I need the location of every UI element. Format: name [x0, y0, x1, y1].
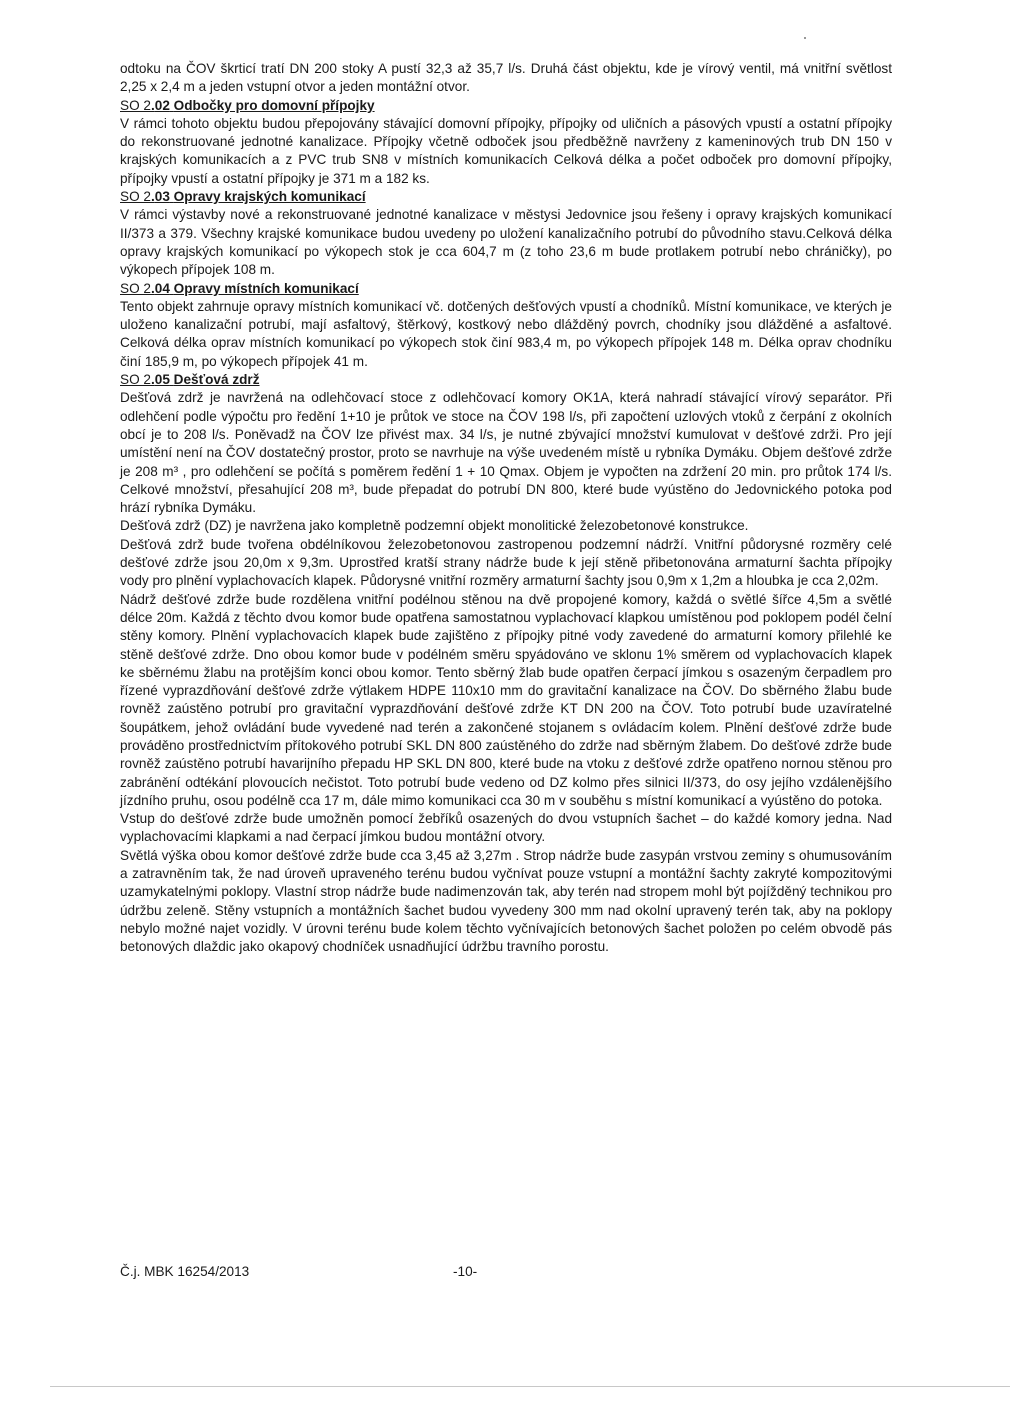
- section-heading: SO 2.03 Opravy krajských komunikací: [120, 189, 366, 205]
- section-code: 05: [154, 372, 170, 388]
- page-number: -10-: [453, 1264, 478, 1279]
- section-paragraph: Dešťová zdrž bude tvořena obdélníkovou železobetonovou zastropenou podzemní nádrží. Vnitřní půdorysné rozměry celé dešťové zdrže jsou 20,0m x 9,3m. Uprostřed kratší strany nádrže bude k její stěně přibetonována armaturní šachta přípojky vody pro plnění vyplachovacích klapek. Půdorysné vnitřní rozměry armaturní šachty jsou 0,9m x 1,2m a hloubka je cca 2,02m.: [120, 536, 892, 589]
- section-title: Dešťová zdrž: [173, 372, 260, 388]
- section-title: Opravy krajských komunikací: [173, 189, 366, 205]
- section-paragraph: Dešťová zdrž je navržená na odlehčovací stoce z odlehčovací komory OK1A, která nahradí stávající vírový separátor. Při odlehčení podle výpočtu pro ředění 1+10 je průtok ve stoce na ČOV 198 l/s, při započtení uzlových vtoků z čerpání z okolních obcí je to 208 l/s. Poněvadž na ČOV lze přivést max. 34 l/s, je nutné zbývající množství kumulovat v dešťové zdrži. Pro její umístění není na ČOV dostatečný prostor, proto se navrhuje na výše uvedeném místě u rybníka Dymáku. Objem dešťové zdrže je 208 m³ , pro odlehčení se počítá s poměrem ředění 1 + 10 Qmax. Objem je vypočten na zdržení 20 min. pro průtok 174 l/s. Celkové množství, přesahující 208 m³, bude přepadat do potrubí DN 800, které bude vyústěno do Jedovnického potoka pod hrází rybníka Dymáku.: [120, 390, 892, 516]
- intro-paragraph: odtoku na ČOV škrticí tratí DN 200 stoky A pustí 32,3 až 35,7 l/s. Druhá část objektu, kde je vírový ventil, má vnitřní světlost 2,25 x 2,4 m a jeden vstupní otvor a jeden montážní otvor.: [120, 61, 892, 95]
- section-title: Opravy místních komunikací: [173, 280, 359, 296]
- document-body: [120, 60, 892, 957]
- section-title: Odbočky pro domovní přípojky: [173, 97, 375, 113]
- section-heading: SO 2.05 Dešťová zdrž: [120, 372, 260, 388]
- section-paragraph: Světlá výška obou komor dešťové zdrže bude cca 3,45 až 3,27m . Strop nádrže bude zasypán vrstvou zeminy s ohumusováním a zatravněním tak, že nad úroveň upraveného terénu budou vyčnívat pouze vstupní a montážní šachty zakryté kompozitovými uzamykatelnými poklopy. Vlastní strop nádrže bude nadimenzován tak, aby terén nad stropem mohl být pojížděný technikou pro údržbu zeleně. Stěny vstupních a montážních šachet budou vyvedeny 300 mm nad okolní upravený terén tak, aby na poklopy nebylo možné najet vozidly. V úrovni terénu bude kolem těchto vyčnívajících betonových šachet položen po celém obvodě pás betonových dlaždic jako okapový chodníček usnadňující údržbu travního porostu.: [120, 847, 892, 955]
- section-so-2-05: [120, 371, 892, 957]
- section-so-2-02: [120, 97, 892, 188]
- section-code: 02: [154, 97, 170, 113]
- document-reference: Č.j. MBK 16254/2013: [120, 1264, 250, 1279]
- section-code: 04: [154, 280, 170, 296]
- section-paragraph: Nádrž dešťové zdrže bude rozdělena vnitřní podélnou stěnou na dvě propojené komory, každá o světlé šířce 4,5m a světlé délce 20m. Každá z těchto dvou komor bude opatřena samostatnou vyplachovací klapkou umístěnou pod poklopem podél čelní stěny komory. Plnění vyplachovacích klapek bude zajištěno z přípojky pitné vody zavedené do armaturní komory přilehlé ke stěně dešťové zdrže. Dno obou komor bude v podélném směru spyádováno ve sklonu 1% směrem od vyplachovacích klapek ke sběrnému žlabu na protějším konci obou komor. Tento sběrný žlab bude opatřen čerpací jímkou s osazeným čerpadlem pro řízené vyprazdňování dešťové zdrže výtlakem HDPE 110x10 mm do gravitační kanalizace na ČOV. Do sběrného žlabu bude rovněž zaústěno potrubí pro gravitační vyprazdňování dešťové zdrže KT DN 200 na ČOV. Toto potrubí bude uzavíratelné šoupátkem, jehož ovládání bude vyvedené nad terén a zakončené stojanem s ovládacím kolem. Plnění dešťové zdrže bude prováděno prostřednictvím přítokového potrubí SKL DN 800 zaústěného do zdrže nad sběrným žlabem. Do dešťové zdrže bude rovněž zaústěno potrubí havarijního přepadu HP SKL DN 800, které bude na vtoku z dešťové zdrže opatřeno nornou stěnou pro zabránění odtékání plovoucích nečistot. Toto potrubí bude vedeno od DZ kolmo přes silnici II/373, do osy jejího vzdálenějšího jízdního pruhu, osou podélně cca 17 m, dále mimo komunikaci cca 30 m v souběhu s místní komunikací a vyústěno do potoka.: [120, 591, 892, 808]
- section-paragraph: Tento objekt zahrnuje opravy místních komunikací vč. dotčených dešťových vpustí a chodníků. Místní komunikace, ve kterých je uloženo kanalizační potrubí, mají asfaltový, štěrkový, kostkový nebo dlážděný povrch, chodníky jsou dlážděné a asfaltové. Celková délka oprav místních komunikací po výkopech stok činí 983,4 m, po výkopech přípojek 148 m. Délka oprav chodníku činí 185,9 m, po výkopech přípojek 41 m.: [120, 298, 892, 369]
- section-so-2-04: [120, 280, 892, 371]
- section-paragraph: Vstup do dešťové zdrže bude umožněn pomocí žebříků osazených do dvou vstupních šachet – do každé komory jedna. Nad vyplachovacími klapkami a nad čerpací jímkou budou montážní otvory.: [120, 811, 892, 845]
- section-heading: SO 2.02 Odbočky pro domovní přípojky: [120, 97, 375, 113]
- section-paragraph: V rámci výstavby nové a rekonstruované jednotné kanalizace v městysi Jedovnice jsou řešeny i opravy krajských komunikací II/373 a 379. Všechny krajské komunikace budou uvedeny po uložení kanalizačního potrubí do původního stavu.Celková délka opravy krajských komunikací po výkopech stok je cca 604,7 m (z toho 23,6 m bude protlakem potrubí nebo chráničky), po výkopech přípojek 108 m.: [120, 207, 892, 278]
- section-so-2-03: [120, 188, 892, 279]
- section-paragraph: V rámci tohoto objektu budou přepojovány stávající domovní přípojky, přípojky od uličních a pásových vpustí a ostatní přípojky do rekonstruované jednotné kanalizace. Přípojky včetně odboček jsou předběžně navrženy z kameninových trub DN 150 v krajských komunikacích a z PVC trub SN8 v místních komunikacích Celková délka a počet odboček pro domovní přípojky, přípojky vpustí a ostatní přípojky je 371 m a 182 ks.: [120, 115, 892, 186]
- scan-edge-line: [50, 1386, 1010, 1387]
- section-heading: SO 2.04 Opravy místních komunikací: [120, 280, 359, 296]
- section-paragraph: Dešťová zdrž (DZ) je navržena jako kompletně podzemní objekt monolitické železobetonové konstrukce.: [120, 518, 749, 534]
- section-code: 03: [154, 189, 170, 205]
- scan-speck: [804, 37, 806, 39]
